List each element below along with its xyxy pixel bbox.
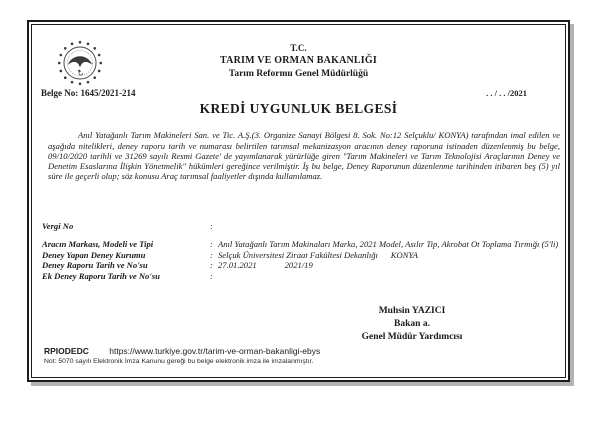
field-value: 27.01.2021 2021/19	[218, 260, 313, 271]
directorate-name: Tarım Reformu Genel Müdürlüğü	[228, 68, 369, 79]
signatory-on-behalf: Bakan a.	[394, 319, 430, 329]
field-label: Ek Deney Raporu Tarih ve No'su	[42, 271, 160, 282]
document-number-label: Belge No:	[41, 88, 79, 99]
document-number	[41, 88, 136, 98]
verification-line	[44, 346, 320, 356]
field-colon: :	[210, 249, 213, 260]
field-label: Aracın Markası, Modeli ve Tipi	[42, 238, 154, 249]
esignature-note: Not: 5070 sayılı Elektronik İmza Kanunu gereği bu belge elektronik imza ile imzalanmıştır.	[44, 358, 314, 365]
signatory-role: Genel Müdür Yardımcısı	[361, 332, 463, 342]
certificate-title: KREDİ UYGUNLUK BELGESİ	[199, 101, 398, 117]
ministry-name: TARIM VE ORMAN BAKANLIĞI	[220, 55, 377, 67]
certificate-page	[27, 20, 570, 382]
signature-block	[287, 305, 537, 344]
field-value: Selçuk Üniversitesi Ziraat Fakültesi Dekanlığı KONYA	[218, 249, 418, 260]
field-row-deney-raporu	[42, 260, 560, 271]
field-label: Deney Raporu Tarih ve No'su	[42, 260, 148, 271]
document-date: . . / . . /2021	[486, 88, 527, 99]
footer	[44, 346, 320, 365]
field-value: Anıl Yatağanlı Tarım Makinaları Marka, 2021 Model, Asılır Tip, Akrobat Ot Toplama Tırmığı (5'li)	[218, 238, 559, 249]
field-value	[218, 221, 560, 232]
field-colon: :	[210, 220, 213, 231]
field-value	[218, 271, 560, 282]
field-row-deney-kurumu	[42, 250, 560, 261]
fields-section	[42, 221, 560, 282]
field-row-vergi-no	[42, 221, 560, 232]
field-colon: :	[210, 238, 213, 249]
field-row-marka-model-tip	[42, 239, 560, 250]
letterhead	[32, 25, 565, 80]
field-colon: :	[210, 271, 213, 282]
document-number-value: 1645/2021-214	[80, 88, 136, 99]
field-label: Vergi No	[42, 220, 74, 231]
verification-url: https://www.turkiye.gov.tr/tarim-ve-orman-bakanligi-ebys	[109, 346, 321, 356]
signatory-name: Muhsin YAZICI	[378, 306, 446, 316]
verification-code: RPIODEDC	[44, 346, 89, 356]
field-colon: :	[210, 260, 213, 271]
republic-abbrev: T.C.	[290, 43, 307, 53]
ministry-seal-icon	[54, 37, 106, 89]
page-inner-border	[31, 24, 566, 378]
field-label: Deney Yapan Deney Kurumu	[42, 249, 146, 260]
document-meta-row	[41, 88, 527, 98]
field-row-ek-deney-raporu	[42, 271, 560, 282]
certificate-body-text: Anıl Yatağanlı Tarım Makineleri San. ve Tic. A.Ş.(3. Organize Sanayi Bölgesi 8. Sok. No:12 Selçuklu/ KONYA) tarafından imal edilen ve aşağıda nitelikleri, deney raporu tarih ve numarası belirtilen tarımsal mekanizasyon aracının deney raporuna istinaden düzenlenmiş bu belge, 09/10/2020 tarihli ve 31269 sayılı Resmi Gazete' de yayımlanarak yürürlüğe giren "Tarım Makineleri ve Tarım Teknolojisi Araçlarının Deney ve Denetim Esaslarına İlişkin Yönetmelik" hükümleri gereğince verilmiştir. İş bu belge, Deney Raporunun düzenlenme tarihinden itibaren beş (5) yıl süre ile geçerli olup; söz konusu Araç tarımsal faaliyetler dışında kullanılamaz.	[48, 130, 560, 181]
